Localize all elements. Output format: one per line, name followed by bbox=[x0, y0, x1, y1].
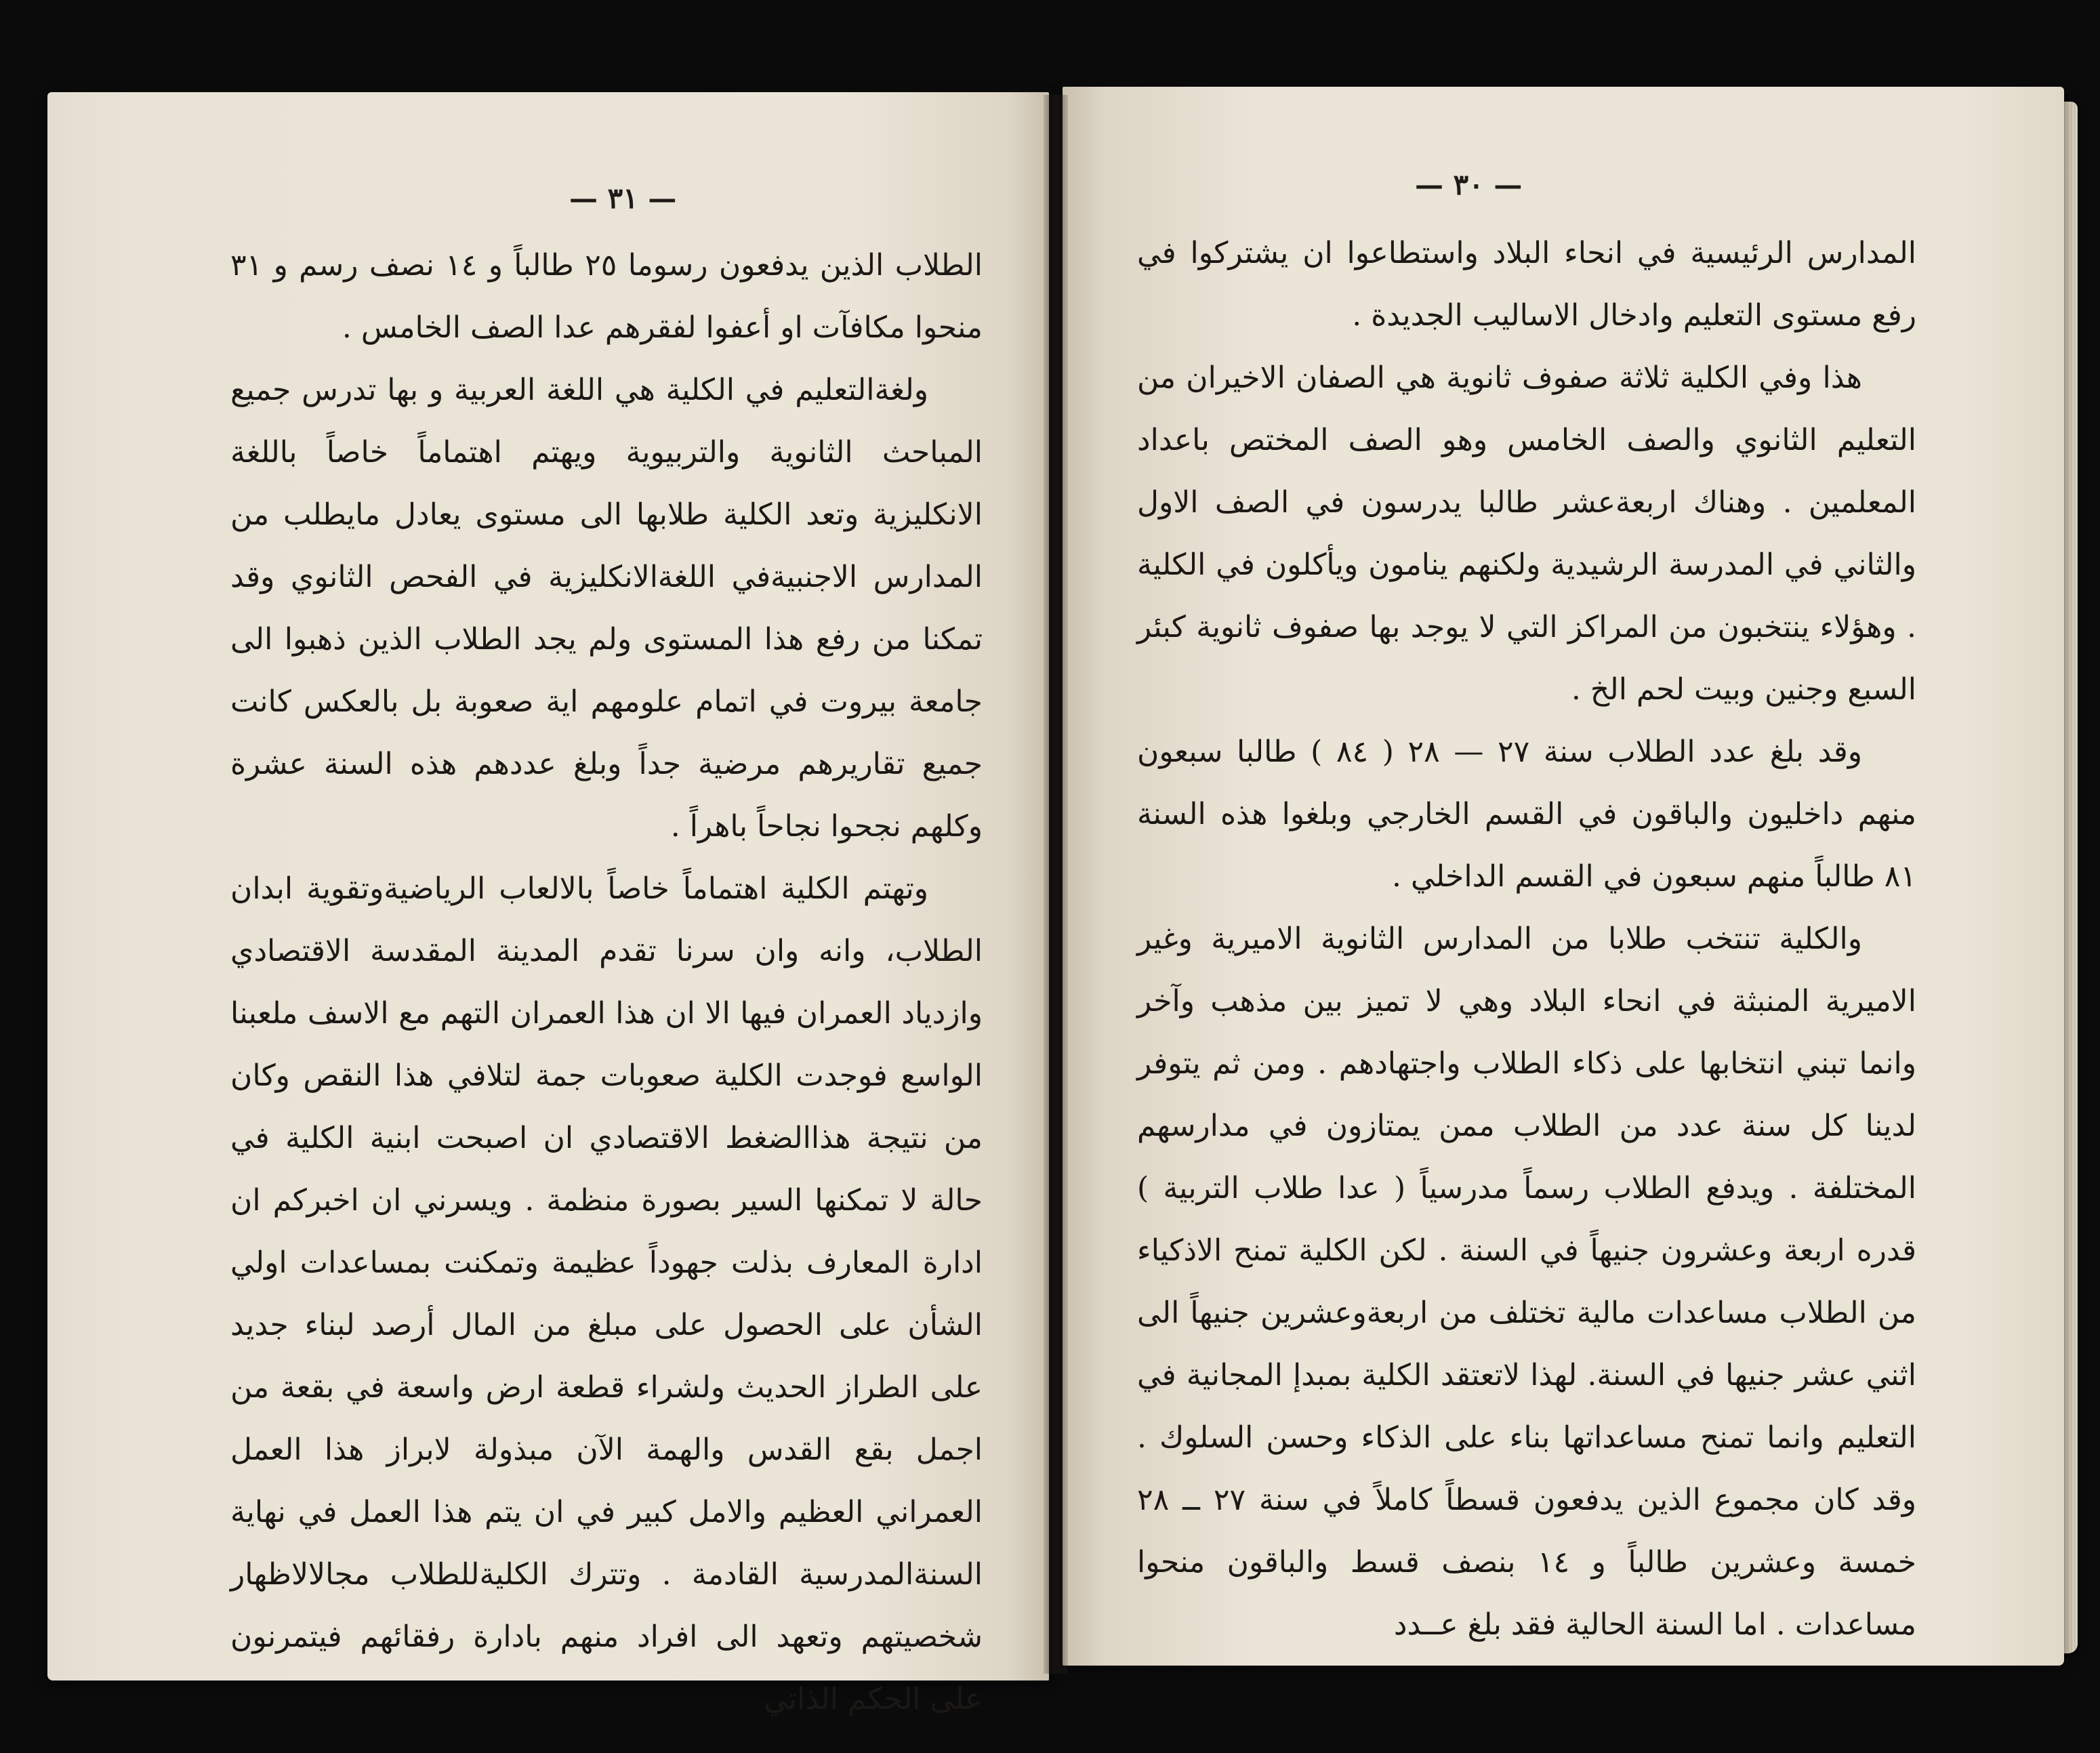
book-gutter bbox=[1044, 95, 1068, 1674]
right-paragraph-3: وقد بلغ عدد الطلاب سنة ٢٧ — ٢٨ ( ٨٤ ) طالبا سبعون منهم داخليون والباقون في القسم الخارجي وبلغوا هذه السنة ٨١ طالباً منهم سبعون في القسم الداخلي . bbox=[1137, 735, 1916, 894]
right-page-text bbox=[1137, 222, 1916, 1656]
left-paragraph-2: ولغةالتعليم في الكلية هي اللغة العربية و بها تدرس جميع المباحث الثانوية والتربيوية ويهتم اهتماماً خاصاً باللغة الانكليزية وتعد الكلية طلابها الى مستوى يعادل مايطلب من المدارس الاجنبيةفي اللغةالانكليزية في الفحص الثانوي وقد تمكنا من رفع هذا المستوى ولم يجد الطلاب الذين ذهبوا الى جامعة بيروت في اتمام علومهم اية صعوبة بل بالعكس كانت جميع تقاريرهم مرضية جداً وبلغ عددهم هذه السنة عشرة وكلهم نجحوا نجاحاً باهراً . bbox=[230, 373, 983, 844]
left-page-text bbox=[230, 234, 983, 1731]
right-page-number: — ٣٠ — bbox=[1415, 168, 1523, 201]
right-paragraph-2: هذا وفي الكلية ثلاثة صفوف ثانوية هي الصفان الاخيران من التعليم الثانوي والصف الخامس وهو الصف المختص باعداد المعلمين . وهناك اربعةعشر طالبا يدرسون في الصف الاول والثاني في المدرسة الرشيدية ولكنهم ينامون ويأكلون في الكلية . وهؤلاء ينتخبون من المراكز التي لا يوجد بها صفوف ثانوية كبئر السبع وجنين وبيت لحم الخ . bbox=[1137, 360, 1916, 707]
right-paragraph-4: والكلية تنتخب طلابا من المدارس الثانوية الاميرية وغير الاميرية المنبثة في انحاء البلاد وهي لا تميز بين مذهب وآخر وانما تبني انتخابها على ذكاء الطلاب واجتهادهم . ومن ثم يتوفر لدينا كل سنة عدد من الطلاب ممن يمتازون في مدارسهم المختلفة . ويدفع الطلاب رسماً مدرسياً ( عدا طلاب التربية ) قدره اربعة وعشرون جنيهاً في السنة . لكن الكلية تمنح الاذكياء من الطلاب مساعدات مالية تختلف من اربعةوعشرين جنيهاً الى اثني عشر جنيها في السنة. لهذا لاتعتقد الكلية بمبدإ المجانية في التعليم وانما تمنح مساعداتها بناء على الذكاء وحسن السلوك . وقد كان مجموع الذين يدفعون قسطاً كاملاً في سنة ٢٧ ــ ٢٨ خمسة وعشرين طالباً و ١٤ بنصف قسط والباقون منحوا مساعدات . اما السنة الحالية فقد بلغ عــدد bbox=[1137, 922, 1917, 1642]
left-page-number: — ٣١ — bbox=[569, 182, 677, 215]
left-page bbox=[47, 92, 1049, 1716]
left-paragraph-1: الطلاب الذين يدفعون رسوما ٢٥ طالباً و ١٤ نصف رسم و ٣١ منحوا مكافآت او أعفوا لفقرهم عدا الصف الخامس . bbox=[230, 248, 983, 345]
right-page bbox=[1063, 87, 2064, 1666]
left-paragraph-3: وتهتم الكلية اهتماماً خاصاً بالالعاب الرياضيةوتقوية ابدان الطلاب، وانه وان سرنا تقدم المدينة المقدسة الاقتصادي وازدياد العمران فيها الا ان هذا العمران التهم مع الاسف ملعبنا الواسع فوجدت الكلية صعوبات جمة لتلافي هذا النقص وكان من نتيجة هذاالضغط الاقتصادي ان اصبحت ابنية الكلية في حالة لا تمكنها السير بصورة منظمة . ويسرني ان اخبركم ان ادارة المعارف بذلت جهوداً عظيمة وتمكنت بمساعدات اولي الشأن على الحصول على مبلغ من المال أرصد لبناء جديد على الطراز الحديث ولشراء قطعة ارض واسعة في بقعة من اجمل بقع القدس والهمة الآن مبذولة لابراز هذا العمل العمراني العظيم والامل كبير في ان يتم هذا العمل في نهاية السنةالمدرسية القادمة . وتترك الكليةللطلاب مجالالاظهار شخصيتهم وتعهد الى افراد منهم بادارة رفقائهم فيتمرنون على الحكم الذاتي bbox=[230, 871, 983, 1716]
right-paragraph-1: المدارس الرئيسية في انحاء البلاد واستطاعوا ان يشتركوا في رفع مستوى التعليم وادخال الاساليب الجديدة . bbox=[1137, 236, 1916, 333]
